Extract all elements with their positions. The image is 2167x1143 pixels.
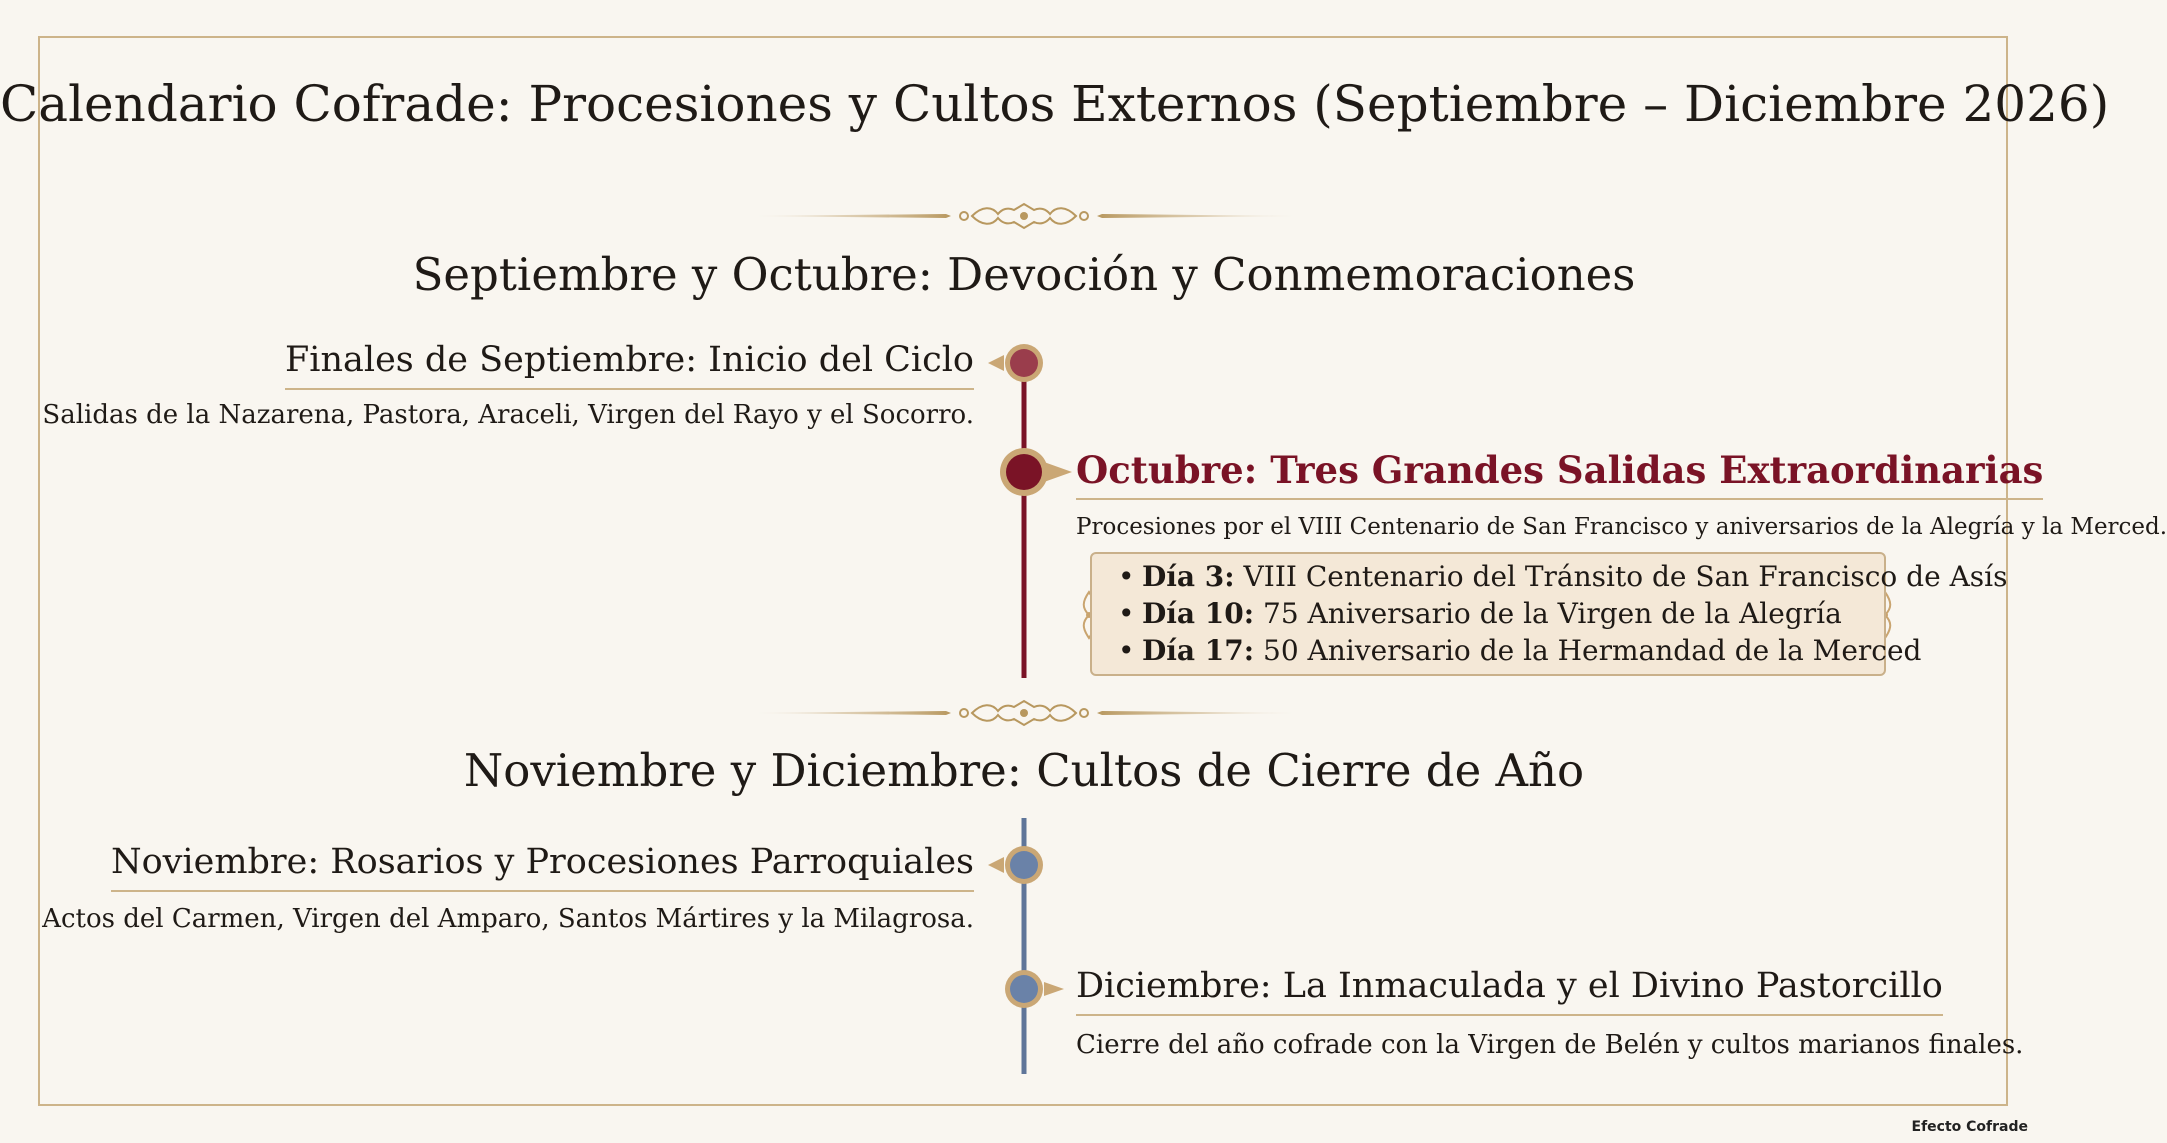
- section-title-nov-dec: Noviembre y Diciembre: Cultos de Cierre de Año: [463, 744, 1585, 797]
- ornament-divider-middle: [746, 698, 1302, 728]
- detail-text: 50 Aniversario de la Hermandad de la Merced: [1263, 634, 1922, 667]
- event-desc-octubre: Procesiones por el VIII Centenario de San Francisco y aniversarios de la Alegría y la Merced.: [1076, 514, 2167, 540]
- detail-item-dia-10: • Día 10: 75 Aniversario de la Virgen de la Alegría: [1118, 597, 1842, 630]
- event-heading-noviembre: Noviembre: Rosarios y Procesiones Parroquiales: [111, 840, 974, 892]
- detail-item-dia-17: • Día 17: 50 Aniversario de la Hermandad de la Merced: [1118, 634, 1922, 667]
- ornament-divider-top: [746, 201, 1302, 231]
- page-title: Calendario Cofrade: Procesiones y Cultos Externos (Septiembre – Diciembre 2026): [0, 75, 2110, 133]
- detail-item-dia-3: • Día 3: VIII Centenario del Tránsito de San Francisco de Asís: [1118, 560, 2008, 593]
- octubre-details-list: [1118, 558, 2008, 669]
- detail-label: Día 3:: [1142, 560, 1235, 593]
- event-desc-septiembre: Salidas de la Nazarena, Pastora, Araceli, Virgen del Rayo y el Socorro.: [42, 400, 974, 430]
- event-heading-septiembre: Finales de Septiembre: Inicio del Ciclo: [285, 338, 974, 390]
- octubre-details-box: [1090, 552, 2008, 676]
- detail-label: Día 17:: [1142, 634, 1255, 667]
- detail-text: VIII Centenario del Tránsito de San Francisco de Asís: [1243, 560, 2008, 593]
- footer-brand: Efecto Cofrade: [1911, 1119, 2028, 1135]
- section-title-sep-oct: Septiembre y Octubre: Devoción y Conmemoraciones: [412, 248, 1636, 301]
- detail-label: Día 10:: [1142, 597, 1255, 630]
- event-heading-diciembre: Diciembre: La Inmaculada y el Divino Pastorcillo: [1076, 964, 1943, 1016]
- event-desc-noviembre: Actos del Carmen, Virgen del Amparo, Santos Mártires y la Milagrosa.: [42, 904, 974, 934]
- event-desc-diciembre: Cierre del año cofrade con la Virgen de Belén y cultos marianos finales.: [1076, 1030, 2024, 1060]
- event-heading-octubre: Octubre: Tres Grandes Salidas Extraordinarias: [1076, 448, 2043, 500]
- detail-text: 75 Aniversario de la Virgen de la Alegría: [1263, 597, 1842, 630]
